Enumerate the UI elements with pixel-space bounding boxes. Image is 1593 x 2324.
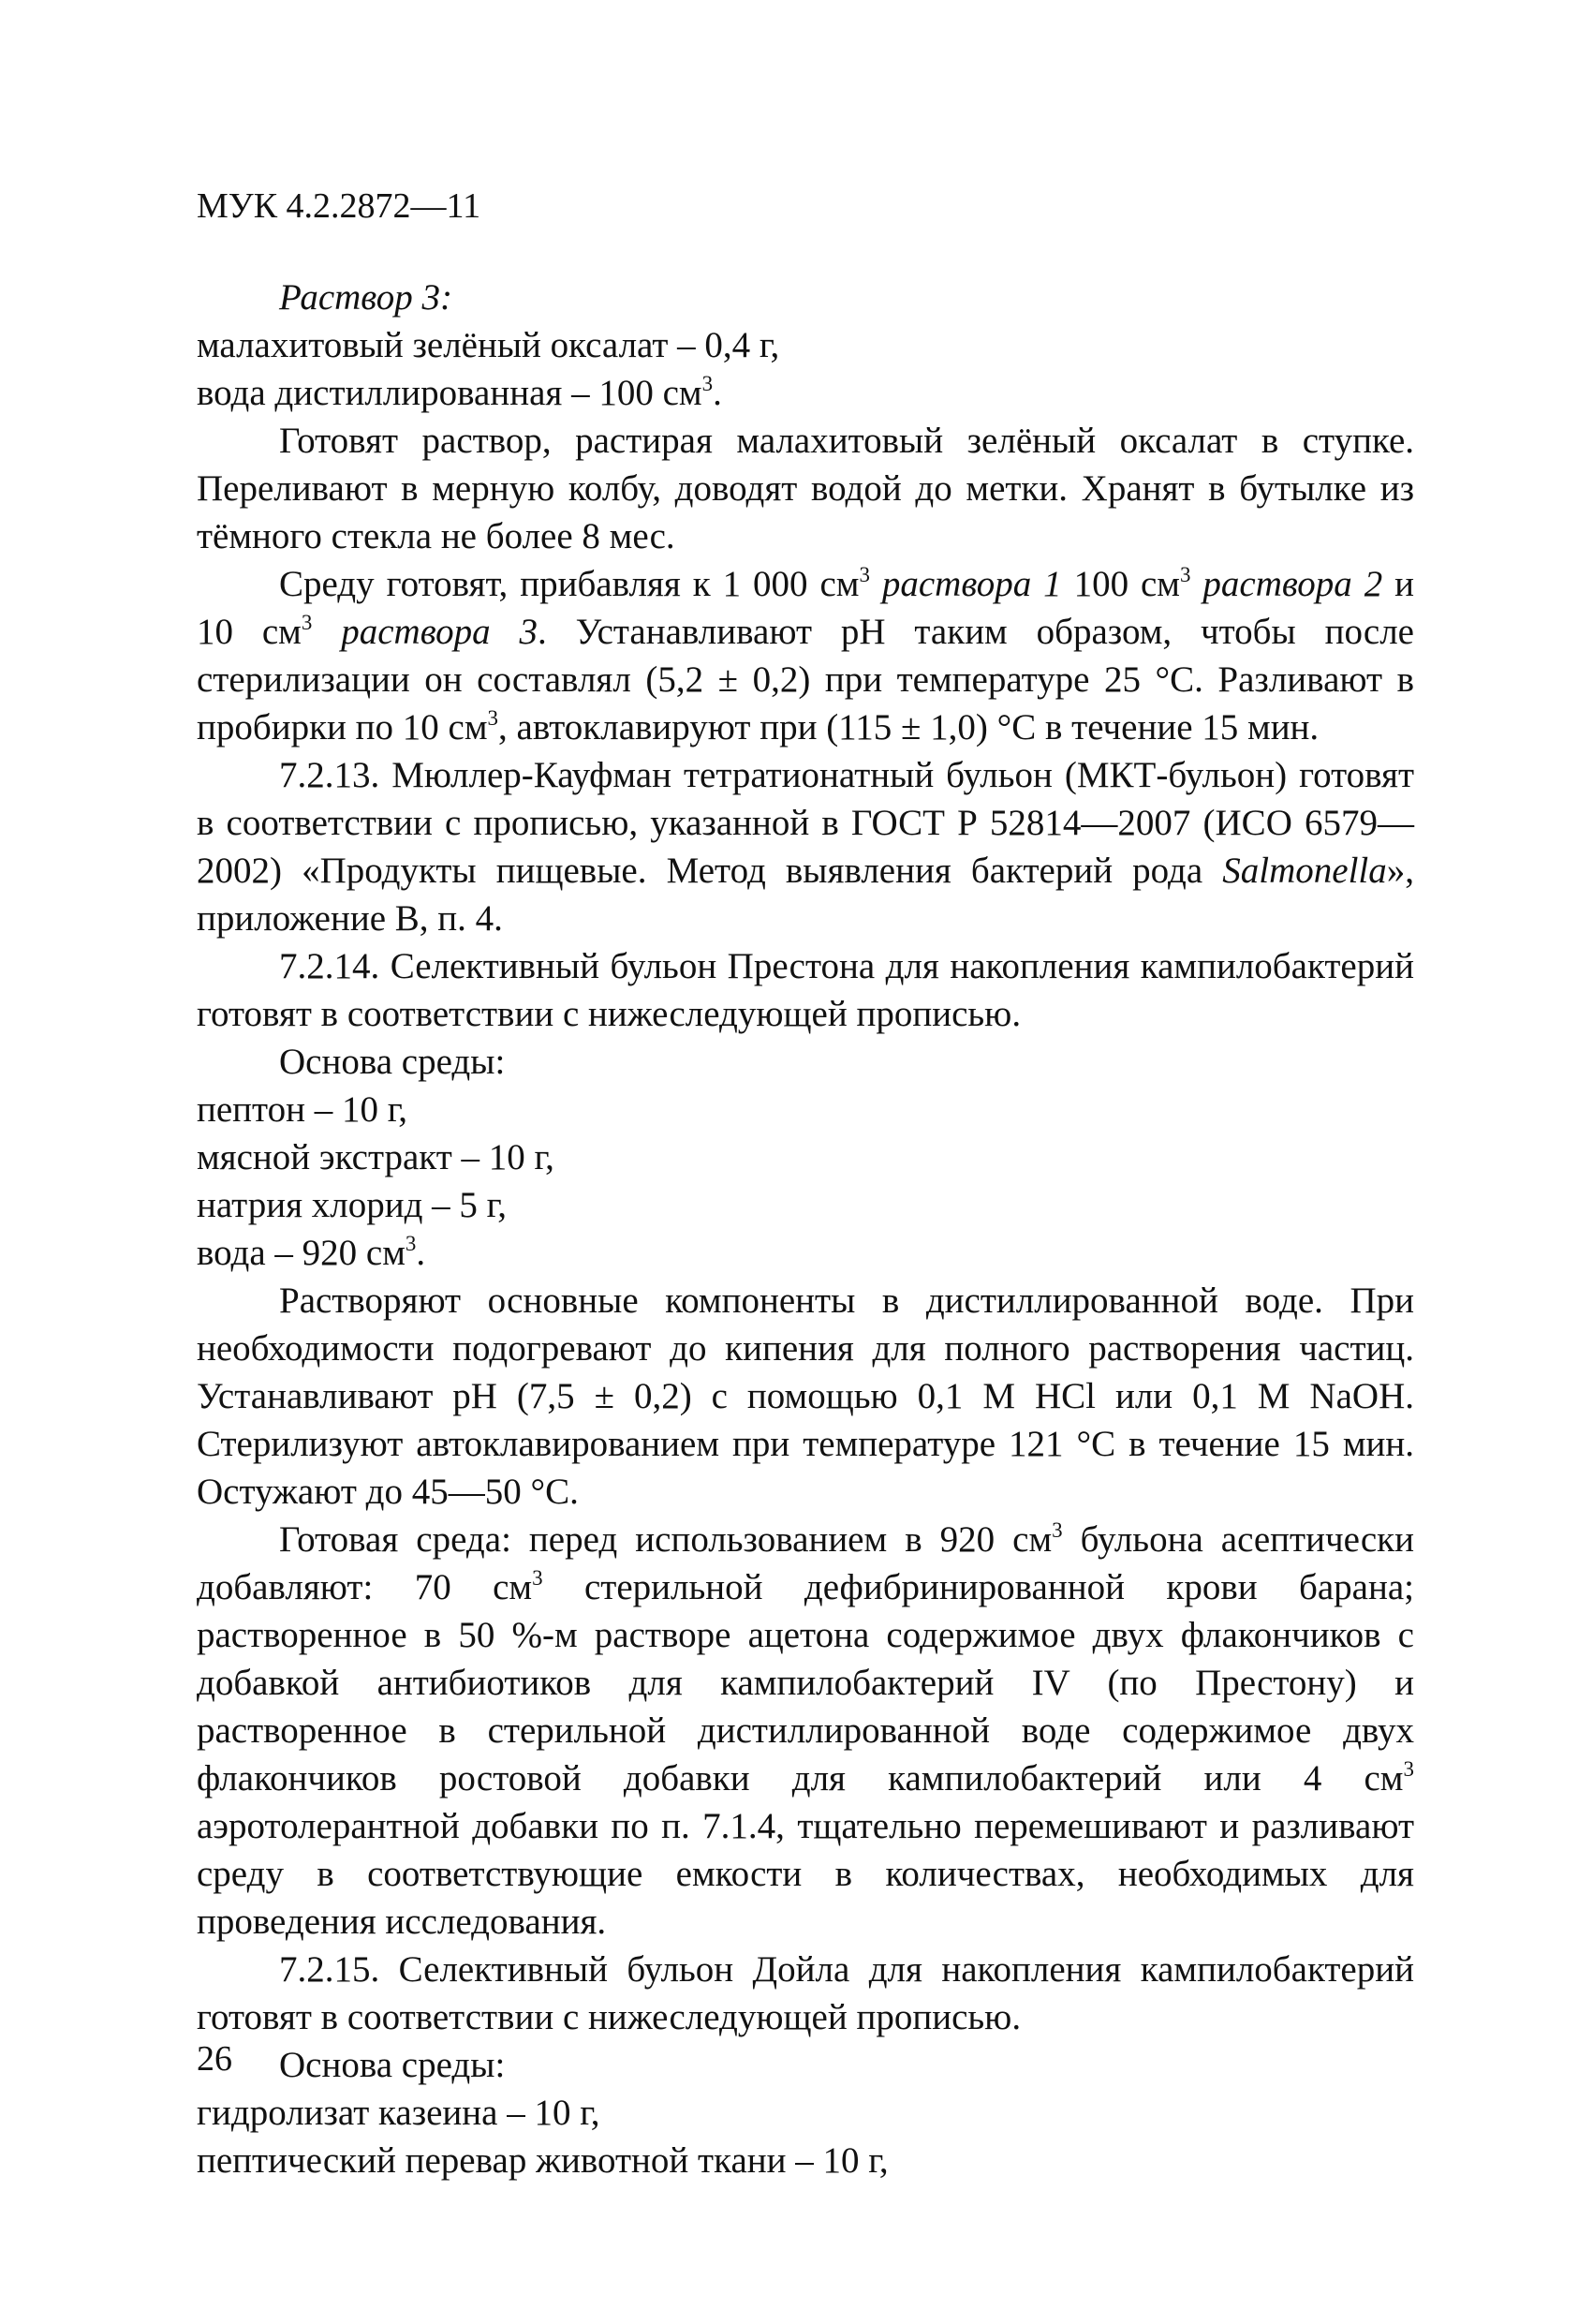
solution-3-ingredient: малахитовый зелёный оксалат – 0,4 г, (197, 325, 780, 365)
ingredient-line: пептический перевар животной ткани – 10 г, (197, 2140, 889, 2181)
base-label: Основа среды: (279, 2045, 506, 2085)
ingredient-line: мясной экстракт – 10 г, (197, 1137, 554, 1177)
page-number: 26 (197, 2039, 232, 2079)
solution-3-title: Раствор 3: (279, 277, 452, 318)
document-code: МУК 4.2.2872—11 (197, 186, 481, 226)
document-body (197, 274, 1414, 2184)
base-label: Основа среды: (279, 1042, 506, 1082)
medium-paragraph: Среду готовят, прибавляя к 1 000 $см^3$ раствора 1 100 $см^3$ раствора 2 и 10 $см^3$ раствора 3. Устанавливают pH таким образом, чтобы после стерилизации он составлял (5,2 ± 0,2) при температуре 25 °С. Разливают в пробирки по 10 $см^3$, автоклавируют при (115 ± 1,0) °С в течение 15 мин. (197, 563, 1415, 748)
section-7-2-14: 7.2.14. Селективный бульон Престона для накопления кампилобактерий готовят в соответствии с нижеследующей прописью. (197, 946, 1414, 1034)
preparation-paragraph: Готовят раствор, растирая малахитовый зелёный оксалат в ступке. Переливают в мерную колбу, доводят водой до метки. Хранят в бутылке из тёмного стекла не более 8 мес. (197, 421, 1414, 556)
solution-3-ingredient: вода дистиллированная – 100 $см^3$. (197, 372, 722, 413)
ingredient-line: натрия хлорид – 5 г, (197, 1185, 508, 1225)
dissolve-paragraph: Растворяют основные компоненты в дистиллированной воде. При необходимости подогревают до кипения для полного растворения частиц. Устанавливают pH (7,5 ± 0,2) с помощью 0,1 М HCl или 0,1 М NaOH. Стерилизуют автоклавированием при температуре 121 °С в течение 15 мин. Остужают до 45—50 °С. (197, 1280, 1414, 1512)
ingredient-line: гидролизат казеина – 10 г, (197, 2093, 600, 2133)
ingredient-line: пептон – 10 г, (197, 1089, 408, 1130)
section-7-2-13: 7.2.13. Мюллер-Кауфман тетратионатный бульон (МКТ-бульон) готовят в соответствии с прописью, указанной в ГОСТ Р 52814—2007 (ИСО 6579—2002) «Продукты пищевые. Метод выявления бактерий рода Salmonella», приложение В, п. 4. (197, 755, 1414, 939)
ingredient-line: вода – 920 $см^3$. (197, 1232, 426, 1273)
ready-medium-paragraph: Готовая среда: перед использованием в 920 $см^3$ бульона асептически добавляют: 70 $см^3$ стерильной дефибринированной крови барана; растворенное в 50 %-м растворе ацетона содержимое двух флакончиков с добавкой антибиотиков для кампилобактерий IV (по Престону) и растворенное в стерильной дистиллированной воде содержимое двух флакончиков ростовой добавки для кампилобактерий или 4 $см^3$ аэротолерантной добавки по п. 7.1.4, тщательно перемешивают и разливают среду в соответствующие емкости в количествах, необходимых для проведения исследования. (197, 1518, 1414, 1942)
section-7-2-15: 7.2.15. Селективный бульон Дойла для накопления кампилобактерий готовят в соответствии с нижеследующей прописью. (197, 1949, 1414, 2037)
